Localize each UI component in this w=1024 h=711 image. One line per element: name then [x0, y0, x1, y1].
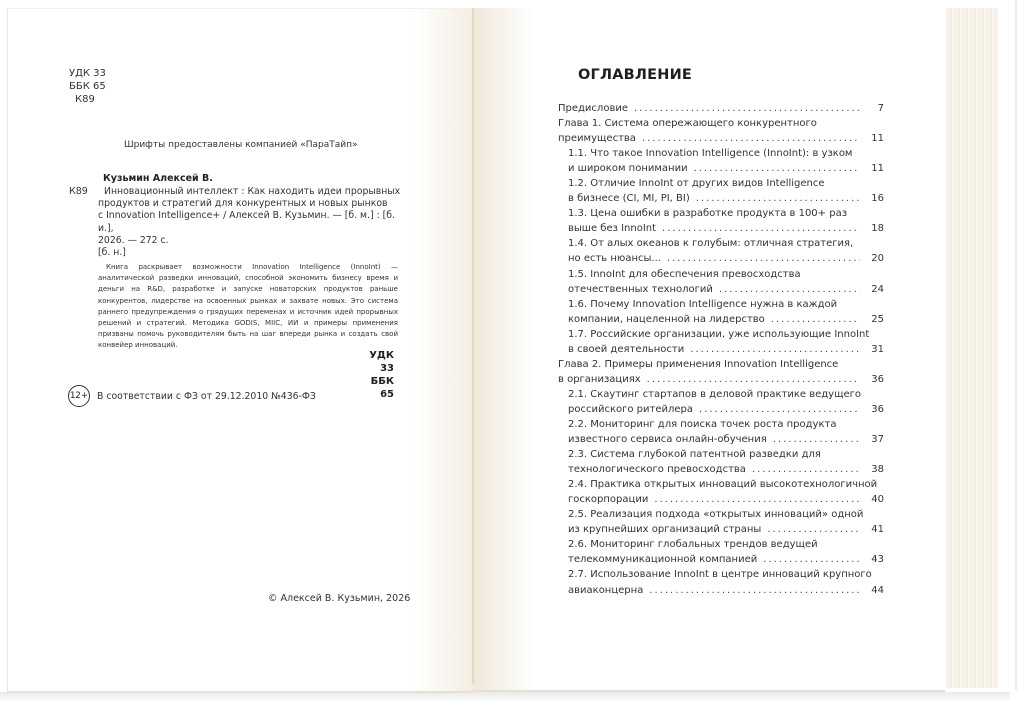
- toc-entry-final-line: [568, 432, 884, 447]
- udk-code: УДК 33: [69, 68, 106, 79]
- toc-entry-line: 2.6. Мониторинг глобальных трендов ведущей: [568, 539, 818, 551]
- toc-entry-line: 2.4. Практика открытых инноваций высокотехнологичной: [568, 479, 878, 491]
- toc-entry-final-line: [568, 161, 884, 176]
- toc-entry-title: и широком понимании: [568, 163, 688, 175]
- toc-page-number: 43: [871, 554, 884, 566]
- toc-page-number: 36: [871, 403, 884, 415]
- toc-entry-title: в организациях: [558, 373, 641, 385]
- toc-entry-final-line: [568, 492, 884, 507]
- toc-page-number: 24: [871, 283, 884, 295]
- age-rating-law: В соответствии с ФЗ от 29.12.2010 №436-ФЗ: [97, 391, 316, 402]
- toc-entry[interactable]: [558, 297, 884, 327]
- toc-entry-title: телекоммуникационной компанией: [568, 554, 758, 566]
- toc-entry-title: компании, нацеленной на лидерство: [568, 313, 765, 325]
- toc-entry[interactable]: [558, 206, 884, 236]
- biblio-line: [б. н.]: [98, 247, 126, 259]
- toc-leader-dots: [699, 402, 860, 417]
- author-sign: К89: [75, 94, 95, 105]
- toc-entry-title: авиаконцерна: [568, 584, 644, 596]
- toc-page-number: 11: [871, 133, 884, 145]
- toc-entry-line: 2.2. Мониторинг для поиска точек роста продукта: [568, 418, 837, 430]
- toc-entry-final-line: [568, 402, 884, 417]
- toc-leader-dots: [752, 462, 860, 477]
- toc-page-number: 11: [871, 163, 884, 175]
- toc-leader-dots: [649, 583, 860, 598]
- toc-leader-dots: [634, 101, 860, 116]
- toc-page-number: 41: [871, 524, 884, 536]
- toc-entry[interactable]: [558, 101, 884, 116]
- copyright-notice: © Алексей В. Кузьмин, 2026: [268, 593, 411, 604]
- toc-entry[interactable]: [558, 507, 884, 537]
- biblio-line: с Innovation Intelligence+ / Алексей В. Кузьмин. — [б. м.] : [б. и.],: [98, 210, 395, 234]
- toc-entry[interactable]: [558, 447, 884, 477]
- toc-entry[interactable]: [558, 417, 884, 447]
- toc-page-number: 20: [871, 253, 884, 265]
- toc-entry[interactable]: [558, 116, 884, 146]
- toc-leader-dots: [654, 492, 860, 507]
- toc-page-number: 31: [871, 343, 884, 355]
- toc-leader-dots: [690, 342, 860, 357]
- toc-entry-final-line: [568, 312, 884, 327]
- toc-entry-line: Глава 1. Система опережающего конкурентного: [558, 118, 817, 130]
- author-name: Кузьмин Алексей В.: [103, 173, 213, 184]
- toc-entry-title: выше без InnoInt: [568, 223, 657, 235]
- bbk-code: ББК 65: [69, 81, 106, 92]
- toc-entry-final-line: [568, 462, 884, 477]
- toc-entry-title: технологического превосходства: [568, 464, 746, 476]
- biblio-line: продуктов и стратегий для конкурентных и новых рынков: [98, 198, 388, 210]
- udk-code-bold: УДК 33: [369, 350, 394, 374]
- toc-entry-title: в бизнесе (CI, MI, PI, BI): [568, 193, 690, 205]
- toc-entry-line: 2.1. Скаутинг стартапов в деловой практике ведущего: [568, 388, 862, 400]
- toc-entry-title: в своей деятельности: [568, 343, 685, 355]
- classification-codes-bold: [356, 349, 394, 401]
- toc-leader-dots: [719, 282, 860, 297]
- toc-entry-final-line: [568, 221, 884, 236]
- age-rating-badge: 12+: [68, 385, 90, 407]
- toc-leader-dots: [696, 191, 860, 206]
- toc-title: ОГЛАВЛЕНИЕ: [578, 67, 693, 83]
- toc-entry-title: из крупнейших организаций страны: [568, 524, 762, 536]
- toc-page-number: 25: [871, 313, 884, 325]
- toc-leader-dots: [662, 221, 860, 236]
- toc-entry[interactable]: [558, 357, 884, 387]
- book-spine: [472, 8, 474, 684]
- toc-entry-title: Предисловие: [558, 103, 628, 114]
- toc-entry-line: 1.6. Почему Innovation Intelligence нужна в каждой: [568, 298, 838, 310]
- table-of-contents: [558, 101, 884, 598]
- toc-leader-dots: [773, 432, 860, 447]
- biblio-line: Инновационный интеллект : Как находить идеи прорывных: [104, 186, 401, 197]
- toc-entry-line: 1.5. InnoInt для обеспечения превосходства: [568, 268, 801, 280]
- toc-entry-line: 2.5. Реализация подхода «открытых инноваций» одной: [568, 509, 864, 521]
- toc-entry-line: 1.7. Российские организации, уже использующие InnoInt: [568, 328, 870, 340]
- toc-entry-final-line: [558, 101, 884, 116]
- book-shadow: [0, 692, 1010, 702]
- page-edges: [946, 8, 998, 688]
- biblio-line: 2026. — 272 с.: [98, 234, 169, 246]
- cover-edge: [1015, 0, 1017, 690]
- toc-leader-dots: [647, 372, 860, 387]
- toc-leader-dots: [642, 131, 860, 146]
- toc-leader-dots: [763, 552, 860, 567]
- toc-entry-final-line: [558, 372, 884, 387]
- toc-entry-final-line: [568, 552, 884, 567]
- toc-entry[interactable]: [558, 567, 884, 597]
- book-annotation: Книга раскрывает возможности Innovation Intelligence (InnoInt) — аналитической разведки инноваций, способной экономить бизнесу время и деньги на R&D, разработке и запуске новаторских продуктов раньше конкурентов, лидерстве на освоенных рынках и захвате новых. Это система раннего предупреждения о грядущих переменах и источник идей прорывных решений и стратегий. Методика GODIS, MIIC, ИИ и примеры применения призваны помочь руководителям быть на шаг впереди рынка и создать свой конвейер инноваций.: [98, 263, 398, 350]
- toc-page-number: 44: [871, 584, 884, 596]
- toc-page-number: 38: [871, 464, 884, 476]
- toc-entry-title: госкорпорации: [568, 494, 649, 506]
- bbk-code-bold: ББК 65: [370, 376, 394, 400]
- toc-leader-dots: [694, 161, 860, 176]
- toc-entry-title: отечественных технологий: [568, 283, 713, 295]
- toc-entry-title: российского ритейлера: [568, 403, 694, 415]
- toc-entry-final-line: [568, 342, 884, 357]
- toc-leader-dots: [771, 312, 860, 327]
- toc-entry-line: 1.2. Отличие InnoInt от других видов Intelligence: [568, 178, 825, 190]
- toc-entry[interactable]: [558, 267, 884, 297]
- toc-entry-line: 2.7. Использование InnoInt в центре инноваций крупного: [568, 569, 872, 581]
- toc-entry-final-line: [568, 522, 884, 537]
- fonts-credit: Шрифты предоставлены компанией «ПараТайп»: [124, 140, 358, 150]
- toc-entry-final-line: [568, 583, 884, 598]
- toc-page-number: 36: [871, 373, 884, 385]
- toc-leader-dots: [667, 251, 860, 266]
- toc-page-number: 16: [871, 193, 884, 205]
- author-mark: К89: [69, 186, 88, 197]
- toc-page-number: 18: [871, 223, 884, 235]
- toc-entry[interactable]: [558, 176, 884, 206]
- toc-entry-line: Глава 2. Примеры применения Innovation Intelligence: [558, 358, 839, 370]
- toc-entry[interactable]: [558, 146, 884, 176]
- toc-entry[interactable]: [558, 537, 884, 567]
- toc-entry-final-line: [558, 131, 884, 146]
- toc-entry[interactable]: [558, 327, 884, 357]
- toc-entry-line: 1.3. Цена ошибки в разработке продукта в 100+ раз: [568, 208, 848, 220]
- toc-entry-title: но есть нюансы...: [568, 253, 661, 265]
- toc-entry[interactable]: [558, 387, 884, 417]
- toc-entry-final-line: [568, 282, 884, 297]
- toc-entry-title: известного сервиса онлайн-обучения: [568, 434, 767, 446]
- bibliographic-record: [98, 186, 408, 259]
- toc-leader-dots: [767, 522, 860, 537]
- toc-entry-final-line: [568, 191, 884, 206]
- classification-codes: [69, 67, 106, 106]
- toc-entry[interactable]: [558, 236, 884, 266]
- toc-entry[interactable]: [558, 477, 884, 507]
- toc-entry-title: преимущества: [558, 133, 636, 145]
- toc-entry-line: 1.1. Что такое Innovation Intelligence (InnoInt): в узком: [568, 148, 853, 160]
- toc-entry-line: 1.4. От алых океанов к голубым: отличная стратегия,: [568, 238, 854, 250]
- toc-entry-final-line: [568, 251, 884, 266]
- toc-entry-line: 2.3. Система глубокой патентной разведки для: [568, 449, 821, 461]
- toc-page-number: 40: [871, 494, 884, 506]
- toc-page-number: 7: [877, 103, 884, 114]
- toc-page-number: 37: [871, 434, 884, 446]
